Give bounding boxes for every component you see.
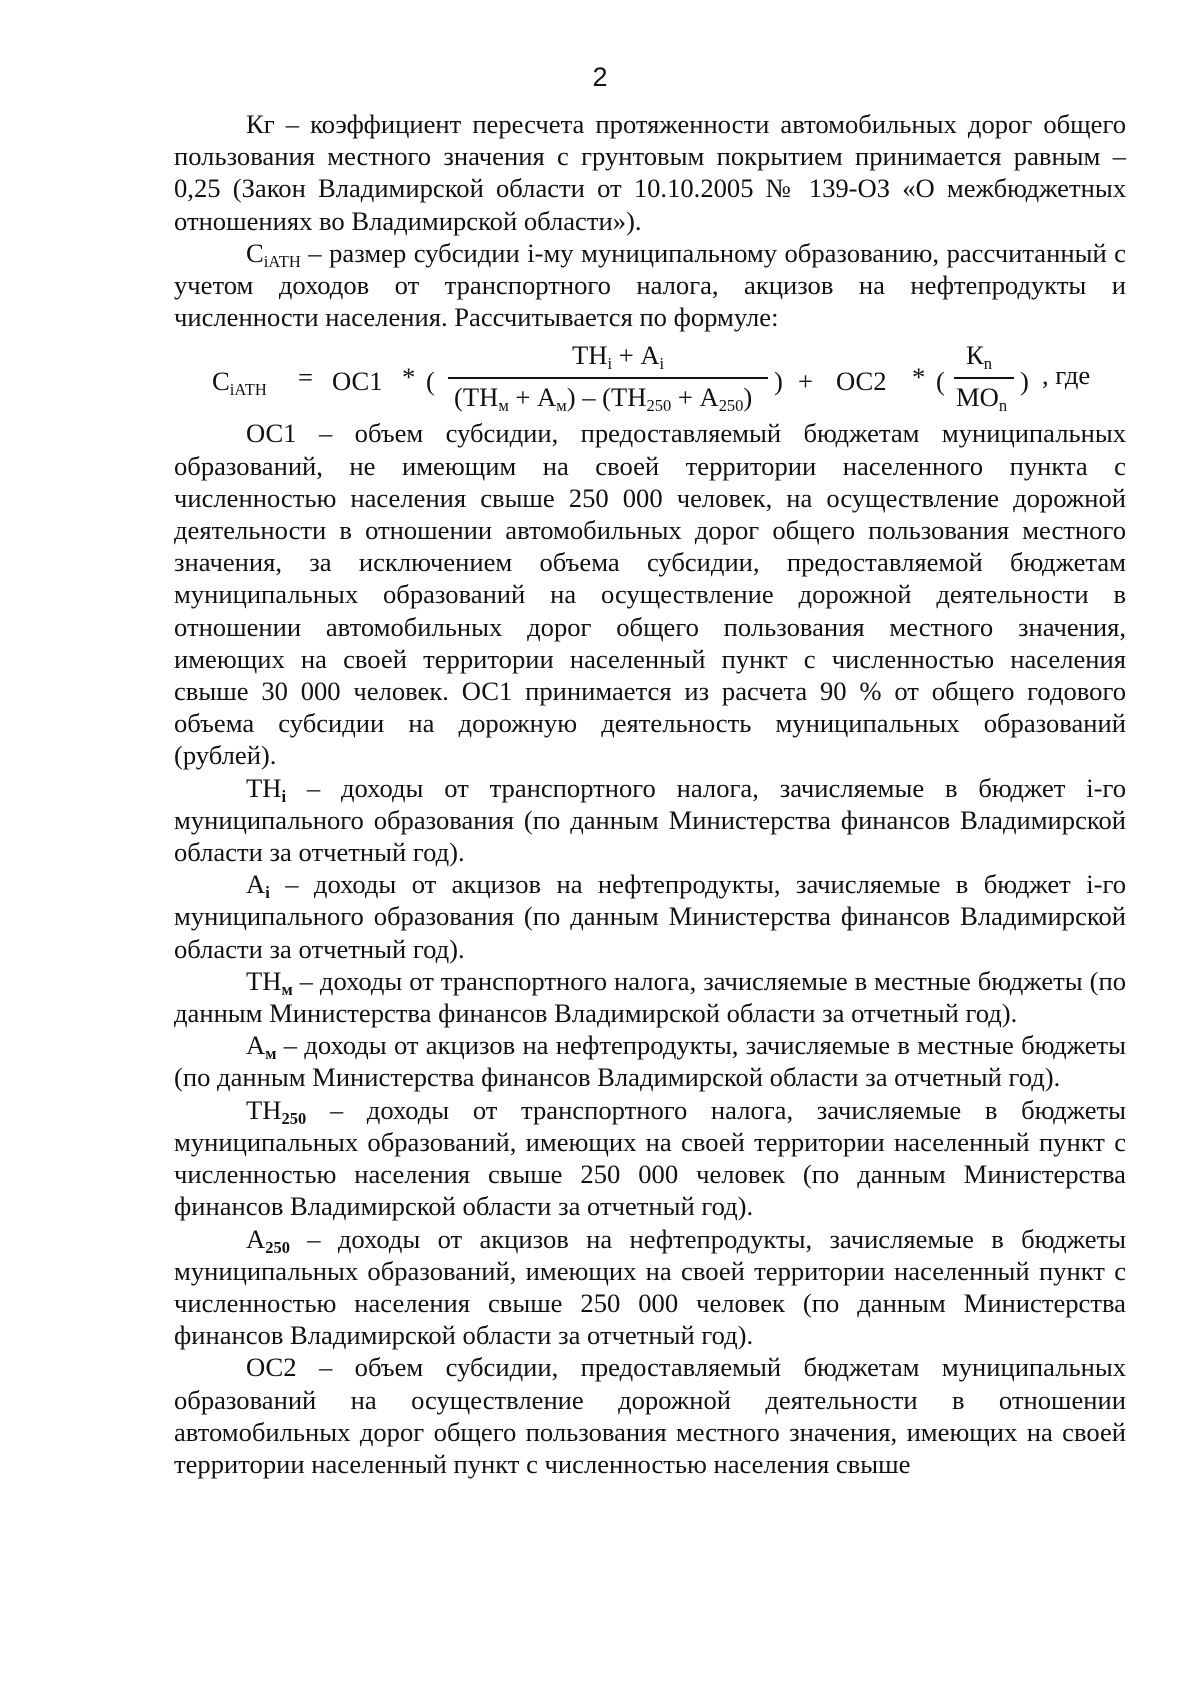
paragraph-os1: ОС1 – объем субсидии, предоставляемый бюджетам муниципальных образований, не имеющим на своей территории населенного пункта с численностью населения свыше 250 000 человек, на осуществление дорожной деятельности в отношении автомобильных дорог общего пользования местного значения, за исключением объема субсидии, предоставляемой бюджетам муниципальных образований на осуществление дорожной деятельности в отношении автомобильных дорог общего пользования местного значения, имеющих на своей территории населенный пункт с численностью населения свыше 30 000 человек. ОС1 принимается из расчета 90 % от общего годового объема субсидии на дорожную деятельность муниципальных образований (рублей).: [174, 418, 1126, 771]
symbol-c-subscript: iАТН: [263, 251, 301, 271]
formula: [174, 339, 1126, 416]
paragraph-a-250: А250 – доходы от акцизов на нефтепродукты, зачисляемые в бюджеты муниципальных образований, имеющих на своей территории населенный пункт с численностью населения свыше 250 000 человек (по данным Министерства финансов Владимирской области за отчетный год).: [174, 1223, 1126, 1351]
formula-eq: =: [298, 362, 313, 393]
formula-plus: +: [798, 366, 813, 397]
formula-star-1: *: [402, 362, 416, 393]
paragraph-kg: Кг – коэффициент пересчета протяженности автомобильных дорог общего пользования местного значения с грунтовым покрытием принимается равным – 0,25 (Закон Владимирской области от 10.10.2005 № 139-ОЗ «О межбюджетных отношениях во Владимирской области»).: [174, 109, 1126, 236]
formula-star-2: *: [912, 362, 926, 393]
formula-open-paren-2: (: [936, 366, 945, 397]
paragraph-c-iatn-text: – размер субсидии i-му муниципальному образованию, рассчитанный с учетом доходов от транспортного налога, акцизов на нефтепродукты и численности населения. Рассчитывается по формуле:: [174, 237, 1126, 333]
formula-os2: ОС2: [836, 366, 887, 397]
formula-fraction-line-1: [448, 377, 768, 379]
formula-c: $С_{iАТН}$: [212, 366, 267, 400]
paragraph-th-i: ТНi – доходы от транспортного налога, зачисляемые в бюджет i-го муниципального образования (по данным Министерства финансов Владимирской области за отчетный год).: [174, 772, 1126, 868]
formula-open-paren-1: (: [426, 366, 435, 397]
paragraph-a-m: Ам – доходы от акцизов на нефтепродукты, зачисляемые в местные бюджеты (по данным Министерства финансов Владимирской области за отчетный год).: [174, 1030, 1126, 1093]
document-body: [174, 108, 1126, 1480]
page-number: 2: [592, 62, 608, 92]
formula-mo: $МО_n$: [956, 382, 1008, 416]
paragraph-os2: ОС2 – объем субсидии, предоставляемый бюджетам муниципальных образований на осуществление дорожной деятельности в отношении автомобильных дорог общего пользования местного значения, имеющих на своей территории населенный пункт с численностью населения свыше: [174, 1352, 1126, 1479]
formula-close-paren-2: ): [1020, 366, 1029, 397]
formula-os1: ОС1: [332, 366, 383, 397]
paragraph-th-250: ТН250 – доходы от транспортного налога, зачисляемые в бюджеты муниципальных образований, имеющих на своей территории населенный пункт с численностью населения свыше 250 000 человек (по данным Министерства финансов Владимирской области за отчетный год).: [174, 1094, 1126, 1222]
symbol-c: С: [246, 237, 264, 268]
paragraph-th-m: ТНм – доходы от транспортного налога, зачисляемые в местные бюджеты (по данным Министерства финансов Владимирской области за отчетный год).: [174, 965, 1126, 1029]
paragraph-c-iatn: [174, 237, 1126, 334]
formula-fraction-line-2: [954, 377, 1014, 379]
formula-k: $К_n$: [966, 340, 992, 374]
formula-gde: , где: [1042, 360, 1091, 391]
formula-numerator: $ТН_i + А_i$: [572, 340, 665, 374]
paragraph-a-i: Аi – доходы от акцизов на нефтепродукты, зачисляемые в бюджет i-го муниципального образования (по данным Министерства финансов Владимирской области за отчетный год).: [174, 869, 1126, 964]
formula-denominator: $(ТН_м + А_м) - (ТН_{250} + А_{250})$: [454, 382, 753, 416]
formula-close-paren-1: ): [774, 366, 783, 397]
